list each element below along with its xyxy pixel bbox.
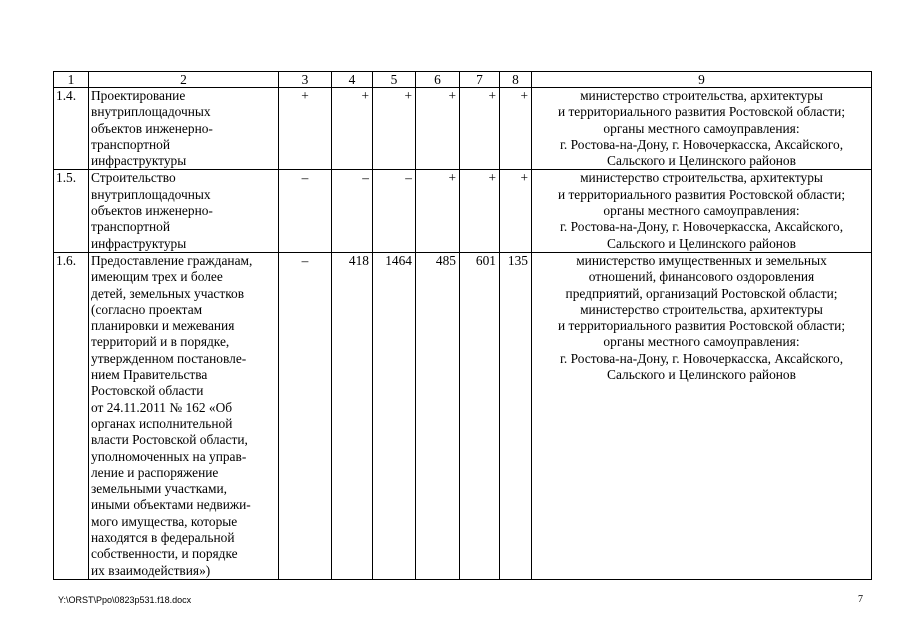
cell-col-3: – bbox=[279, 170, 332, 252]
header-row bbox=[54, 72, 872, 88]
cell-col-7: + bbox=[460, 88, 500, 170]
row-number: 1.4. bbox=[54, 88, 89, 170]
column-header: 8 bbox=[500, 72, 532, 88]
page-number: 7 bbox=[858, 594, 863, 605]
column-header: 4 bbox=[332, 72, 373, 88]
row-number: 1.5. bbox=[54, 170, 89, 252]
cell-col-7: 601 bbox=[460, 252, 500, 579]
row-responsible: министерство имущественных и земельных отношений, финансового оздоровления предприятий, организаций Ростовской области; министерство строительства, архитектуры и территориального развития Ростовской области; органы местного самоуправления: г. Ростова-на-Дону, г. Новочеркасска, Аксайского, Сальского и Целинского районов bbox=[532, 252, 872, 579]
cell-col-8: + bbox=[500, 170, 532, 252]
column-header: 7 bbox=[460, 72, 500, 88]
cell-col-6: + bbox=[416, 88, 460, 170]
plan-table bbox=[53, 71, 872, 580]
table-row bbox=[54, 88, 872, 170]
cell-col-4: 418 bbox=[332, 252, 373, 579]
document-path: Y:\ORST\Ppo\0823p531.f18.docx bbox=[58, 595, 192, 605]
table-row bbox=[54, 252, 872, 579]
cell-col-4: – bbox=[332, 170, 373, 252]
column-header: 6 bbox=[416, 72, 460, 88]
column-header: 5 bbox=[373, 72, 416, 88]
cell-col-3: – bbox=[279, 252, 332, 579]
cell-col-8: + bbox=[500, 88, 532, 170]
cell-col-6: 485 bbox=[416, 252, 460, 579]
column-header: 2 bbox=[89, 72, 279, 88]
cell-col-7: + bbox=[460, 170, 500, 252]
row-name: Предоставление гражданам, имеющим трех и более детей, земельных участков (согласно проектам планировки и межевания территорий и в порядке, утвержденном постановле- нием Правительства Ростовской области от 24.11.2011 № 162 «Об органах исполнительной власти Ростовской области, уполномоченных на управ- ление и распоряжение земельными участками, иными объектами недвижи- мого имущества, которые находятся в федеральной собственности, и порядке их взаимодействия») bbox=[89, 252, 279, 579]
cell-col-4: + bbox=[332, 88, 373, 170]
row-name: Строительство внутриплощадочных объектов инженерно- транспортной инфраструктуры bbox=[89, 170, 279, 252]
cell-col-3: + bbox=[279, 88, 332, 170]
row-number: 1.6. bbox=[54, 252, 89, 579]
row-responsible: министерство строительства, архитектуры и территориального развития Ростовской области; органы местного самоуправления: г. Ростова-на-Дону, г. Новочеркасска, Аксайского, Сальского и Целинского районов bbox=[532, 170, 872, 252]
table-row bbox=[54, 170, 872, 252]
cell-col-6: + bbox=[416, 170, 460, 252]
column-header: 3 bbox=[279, 72, 332, 88]
row-name: Проектирование внутриплощадочных объектов инженерно- транспортной инфраструктуры bbox=[89, 88, 279, 170]
cell-col-5: – bbox=[373, 170, 416, 252]
cell-col-5: + bbox=[373, 88, 416, 170]
column-header: 1 bbox=[54, 72, 89, 88]
cell-col-5: 1464 bbox=[373, 252, 416, 579]
cell-col-8: 135 bbox=[500, 252, 532, 579]
column-header: 9 bbox=[532, 72, 872, 88]
row-responsible: министерство строительства, архитектуры и территориального развития Ростовской области; органы местного самоуправления: г. Ростова-на-Дону, г. Новочеркасска, Аксайского, Сальского и Целинского районов bbox=[532, 88, 872, 170]
